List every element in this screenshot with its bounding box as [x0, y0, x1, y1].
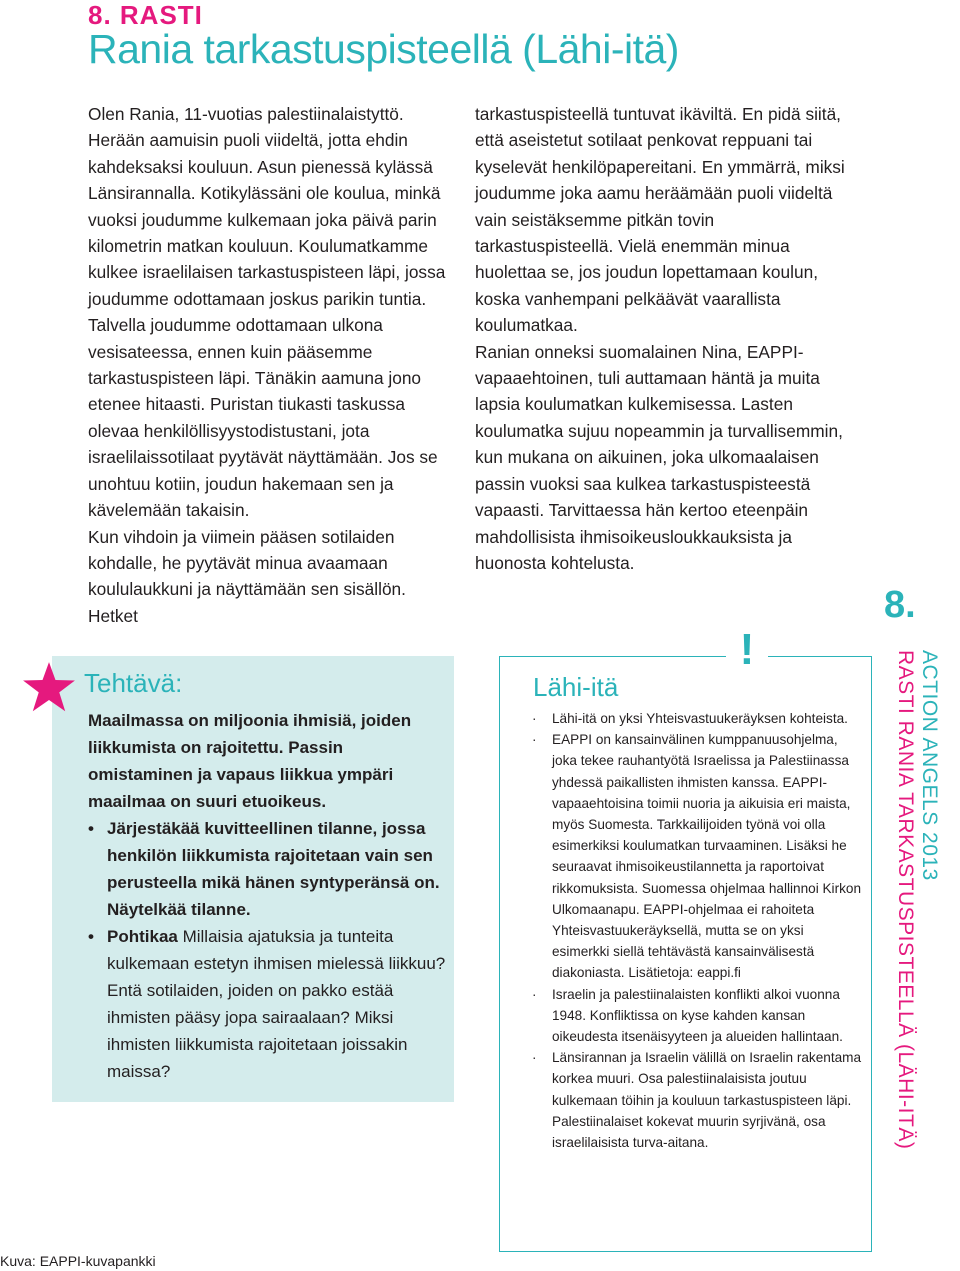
task-content	[88, 707, 450, 1085]
task-item	[88, 923, 450, 1085]
star-icon	[22, 661, 76, 713]
info-content	[532, 708, 862, 1153]
story-paragraph: Olen Rania, 11-vuotias palestiinalaistyttö. Herään aamuisin puoli viideltä, jotta ehdin kahdeksaksi kouluun. Asun pienessä kylässä Länsirannalla. Kotikylässäni ole koulua, minkä vuoksi joudumme kulkemaan joka päivä parin kilometrin matkan kouluun. Koulumatkamme kulkee israelilaisen tarkastuspisteen läpi, jossa joudumme odottamaan joskus parikin tuntia. Talvella joudumme odottamaan ulkona vesisateessa, ennen kuin pääsemme tarkastuspisteen läpi. Tänäkin aamuna jono etenee hitaasti. Puristan tiukasti taskussa olevaa henkilöllisyystodistustani, jota israelilaissotilaat pyytävät näyttämään. Jos se unohtuu kotiin, joudun hakemaan sen ja kävelemään takaisin.	[88, 104, 446, 521]
task-item-text: Millaisia ajatuksia ja tunteita kulkemaan estetyn ihmisen mielessä liikkuu? Entä sotilaiden, joiden on pakko estää ihmisten pääsy jopa sairaalaan? Miksi ihmisten liikkumista rajoitetaan joissakin maissa?	[107, 927, 446, 1081]
story-paragraph: Kun vihdoin ja viimein pääsen sotilaiden kohdalle, he pyytävät minua avaamaan koululaukkuni ja näyttämään sen sisällön. Hetket	[88, 526, 406, 626]
story-paragraph: tarkastuspisteellä tuntuvat ikäviltä. En pidä siitä, että aseistetut sotilaat penkovat reppuani tai kyselevät henkilöpapereitani. En ymmärrä, miksi joudumme joka aamu heräämään puoli viideltä vain seistäksemme pitkän tovin tarkastuspisteellä. Vielä enemmän minua huolettaa se, jos joudun lopettamaan koulun, koska vanhempani pelkäävät vaarallista koulumatkaa.	[475, 104, 845, 336]
bullet: ·	[532, 1050, 537, 1066]
info-item	[532, 708, 862, 729]
story-column-left	[88, 101, 460, 629]
bullet: •	[88, 927, 94, 946]
rasti-label: 8. RASTI	[88, 0, 203, 30]
info-item	[532, 729, 862, 983]
side-tab-text	[893, 650, 941, 1149]
story-paragraph: Ranian onneksi suomalainen Nina, EAPPI-vapaaehtoinen, tuli auttamaan häntä ja muita lapsia koulumatkan kulkemisessa. Lasten koulumatka sujuu nopeammin ja turvallisemmin, kun mukana on aikuinen, joka ulkomaalaisen passin vuoksi saa kulkea tarkastuspisteestä vapaasti. Tarvittaessa hän kertoo eteenpäin mahdollisista ihmisoikeusloukkauksista ja huonosta kohtelusta.	[475, 341, 843, 573]
bullet: •	[88, 819, 94, 838]
exclamation-icon: !	[726, 626, 768, 674]
task-title: Tehtävä:	[84, 668, 183, 698]
task-intro: Maailmassa on miljoonia ihmisiä, joiden liikkumista on rajoitettu. Passin omistaminen ja vapaus liikkua ympäri maailmaa on suuri etuoikeus.	[88, 711, 412, 811]
side-subtitle-text: RANIA TARKASTUSPISTEELLÄ (LÄHI-ITÄ)	[894, 714, 917, 1150]
bullet: ·	[532, 732, 537, 748]
side-subtitle	[893, 650, 917, 1149]
task-list	[88, 815, 450, 1085]
info-item	[532, 984, 862, 1048]
tab-number: 8.	[884, 584, 916, 626]
task-item	[88, 815, 450, 923]
info-list	[532, 708, 862, 1153]
info-item	[532, 1047, 862, 1153]
photo-credit: Kuva: EAPPI-kuvapankki	[0, 1253, 156, 1269]
page-title: Rania tarkastuspisteellä (Lähi-itä)	[88, 26, 679, 72]
info-item-text: Lähi-itä on yksi Yhteisvastuukeräyksen kohteista.	[552, 711, 848, 726]
info-item-text: Israelin ja palestiinalaisten konflikti alkoi vuonna 1948. Konfliktissa on kyse kahden kansan oikeudesta itsenäisyyteen ja alueiden hallintaan.	[552, 986, 843, 1045]
info-item-text: Länsirannan ja Israelin välillä on Israelin rakentama korkea muuri. Osa palestiinalaisista joutuu kulkemaan töihin ja kouluun tarkastuspisteen läpi. Palestiinalaiset kokevat muurin syrjivänä, osa israelilaisista turva-aitana.	[552, 1050, 862, 1151]
side-rasti-label: RASTI	[894, 650, 917, 715]
story-column-right	[475, 101, 847, 576]
task-item-text: Järjestäkää kuvitteellinen tilanne, jossa henkilön liikkumista rajoitetaan vain sen perusteella mikä hänen syntyperänsä on. Näytelkää tilanne.	[107, 819, 440, 919]
info-item-text: EAPPI on kansainvälinen kumppanuusohjelma, joka tekee rauhantyötä Israelissa ja Palestiinassa yhdessä paikallisten ihmisten kanssa. EAPPI-vapaaehtoisina toimii nuoria ja aikuisia eri maista, myös Suomesta. Tarkkailijoiden työnä voi olla esimerkiksi koulumatkan turvaaminen. Lisäksi he seuraavat ihmisoikeustilannetta ja raportoivat rikkomuksista. Suomessa ohjelmaa hallinnoi Kirkon Ulkomaanapu. EAPPI-ohjelmaa ei rahoiteta Yhteisvastuukeräyksellä, mutta se on yksi esimerkki siellä tehtävästä kansainvälisestä diakoniasta. Lisätietoja: eappi.fi	[552, 732, 862, 981]
task-item-keyword: Pohtikaa	[107, 927, 178, 946]
bullet: ·	[532, 711, 537, 726]
bullet: ·	[532, 986, 537, 1002]
info-title: Lähi-itä	[533, 672, 619, 702]
series-label: ACTION ANGELS 2013	[918, 650, 941, 881]
